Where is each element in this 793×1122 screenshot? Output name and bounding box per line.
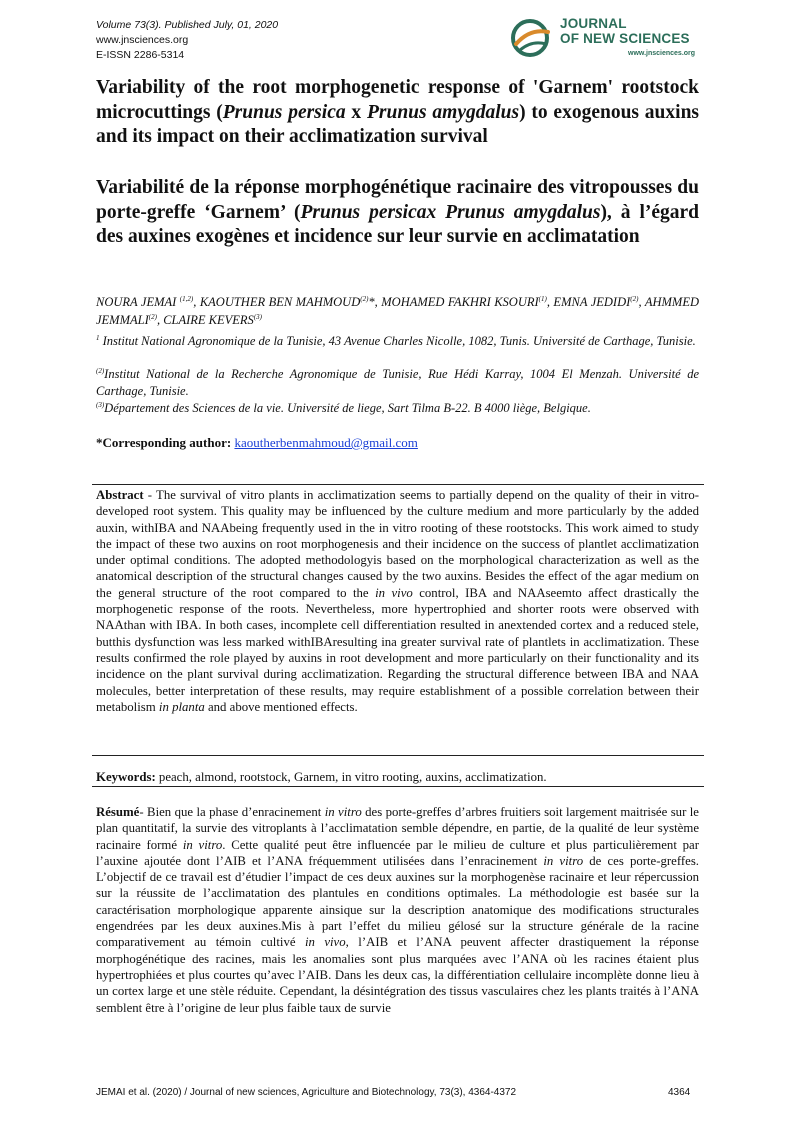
author-list: NOURA JEMAI $^{(1,2)}$, KAOUTHER BEN MAHMOUD$^{(2)}$*, MOHAMED FAKHRI KSOURI$^{(1)}$, EMNA JEDIDI$^{(2)}$, AHMMED JEMMALI$^{(2)}$, CLAIRE KEVERS$^{(3)}$ — [96, 294, 699, 327]
logo-url: www.jnsciences.org — [628, 50, 696, 57]
issn-line: E-ISSN 2286-5314 — [96, 49, 185, 61]
journal-header-meta — [96, 18, 278, 63]
volume-line: Volume 73(3). Published July, 01, 2020 — [96, 19, 279, 31]
corresponding-author: *Corresponding author: kaoutherbenmahmoud@gmail.com — [96, 435, 418, 450]
title-french: Variabilité de la réponse morphogénétique racinaire des vitropousses du porte-greffe ‘Garnem’ (Prunus persicax Prunus amygdalus), à l’égard des auxines exogènes et incidence sur leur survie en acclimatation — [96, 177, 700, 247]
abstract: Abstract - The survival of vitro plants in acclimatization seems to partially depend on the quality of their in vitro-developed root system. This quality may be influenced by the culture medium and more particularly by the added auxin, withIBA and NAAbeing frequently used in the in vitro rooting of these rootstocks. This work aimed to study the impact of these two auxins on root morphogenesis and their incidence on the success of plantlet acclimatization under optimal conditions. The adopted methodologyis based on the morphological characterization as well as the anatomical description of the structural changes caused by the two auxins. Besides the effect of the agar medium on the general structure of the root compared to the in vivo control, IBA and NAAseemto affect drastically the morphogenetic response of the roots. Nevertheless, more hypertrophied and shorter roots were observed with NAAthan with IBA. In both cases, incomplete cell differentiation resulted in anextended cortex and a reduced stele, butthis dysfunction was less marked withIBAresulting ina greater survival rate of plantlets in acclimatization. These results confirmed the role played by auxins in root development and more particularly on their functionality and its incidence on the plant survival during acclimatization. Regarding the structural difference between IBA and NAA molecules, better interpretation of these results, may require establishment of a possible correlation between their metabolism in planta and above mentioned effects. — [96, 488, 699, 714]
author-email-link[interactable]: kaoutherbenmahmoud@gmail.com — [234, 435, 418, 450]
logo-line-1: JOURNAL — [560, 16, 627, 31]
resume: Résumé- Bien que la phase d’enracinement in vitro des porte-greffes d’arbres fruitiers soit largement maitrisée sur le plan quantitatif, la survie des vitroplants à l’acclimatation semble dépendre, en partie, de la qualité de leur système racinaire formé in vitro. Cette qualité peut être influencée par le milieu de culture et plus particulièrement par l’auxine ajoutée dont l’AIB et l’ANA fréquemment utilisées dans l’enracinement in vitro de ces porte-greffes. L’objectif de ce travail est d’étudier l’impact de ces deux auxines sur la morphogenèse racinaire et leur répercussion sur la réussite de l’acclimatation des plantules en conditions optimales. La méthodologie est basée sur la caractérisation morphologique apparente ainsique sur la description anatomique des modifications structurales engendrées par les deux auxines.Mis à part l’effet du milieu gélosé sur la structure générale de la racine comparativement au témoin cultivé in vivo, l’AIB et l’ANA peuvent affecter drastiquement la réponse morphogénétique des racines, mais les anomalies sont plus marquées avec l’ANA où les racines étaient plus hypertrophiées et plus courtes qu’avec l’AIB. Dans les deux cas, la différentiation cellulaire incomplète donne lieu à un cortex large et une stèle réduite. Cependant, la désintégration des tissus vasculaires chez les plants traités à l’ANA semblent être à l’origine de leur plus faible taux de survie — [96, 805, 699, 1015]
logo-line-2: OF NEW SCIENCES — [560, 31, 690, 46]
journal-logo — [508, 14, 708, 64]
page-number: 4364 — [668, 1087, 691, 1098]
affiliation-3: $^{(3)}$Département des Sciences de la vie. Université de liege, Sart Tilma B-22. B 4000 liège, Belgique. — [96, 400, 591, 415]
journal-logo-icon — [508, 14, 558, 64]
affiliation-1: $^1$ Institut National Agronomique de la Tunisie, 43 Avenue Charles Nicolle, 1082, Tunis. Université de Carthage, Tunisie. — [96, 333, 696, 348]
website-line: www.jnsciences.org — [96, 34, 189, 46]
footer-citation: JEMAI et al. (2020) / Journal of new sciences, Agriculture and Biotechnology, 73(3), 4364-4372 — [96, 1087, 517, 1098]
affiliation-2: $^{(2)}$Institut National de la Recherche Agronomique de Tunisie, Rue Hédi Karray, 1004 El Menzah. Université de Carthage, Tunisie. — [96, 366, 699, 398]
keywords-divider — [92, 786, 704, 787]
journal-logo-title — [560, 16, 690, 46]
title-english: Variability of the root morphogenetic response of 'Garnem' rootstock microcuttings (Prunus persica x Prunus amygdalus) to exogenous auxins and its impact on their acclimatization survival — [96, 77, 700, 147]
keywords: Keywords: peach, almond, rootstock, Garnem, in vitro rooting, auxins, acclimatization. — [96, 770, 547, 784]
